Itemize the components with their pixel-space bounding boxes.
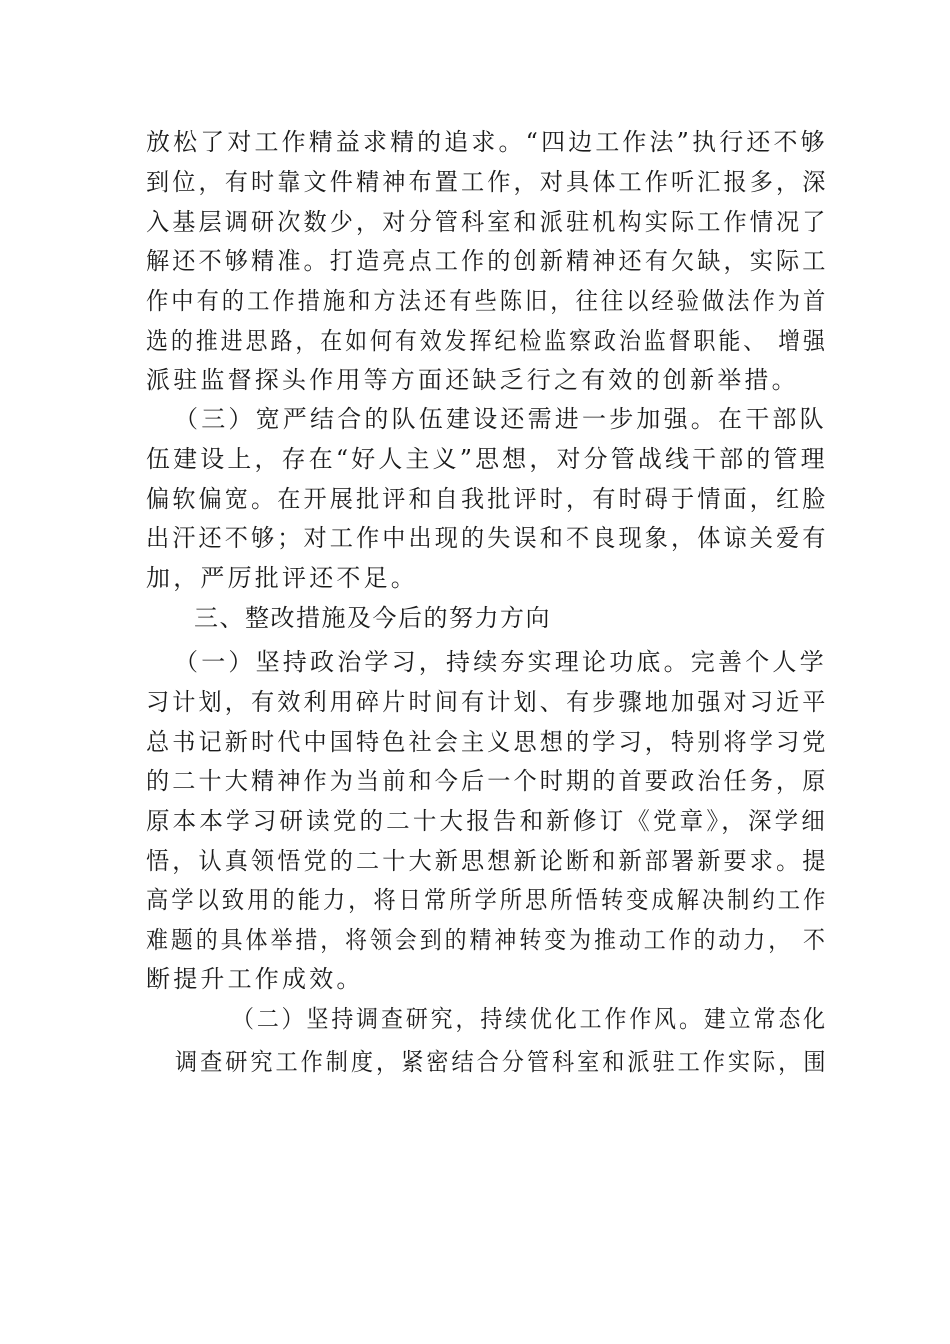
- section-three-paragraph: （三）宽严结合的队伍建设还需进一步加强。在干部队: [174, 405, 827, 433]
- text-line: 入基层调研次数少，对分管科室和派驻机构实际工作情况了: [146, 208, 829, 236]
- text-line: 作中有的工作措施和方法还有些陈旧，往往以经验做法作为首: [146, 287, 829, 315]
- text-line: 伍建设上，存在“好人主义”思想，对分管战线干部的管理: [146, 445, 828, 473]
- section-heading: 三、整改措施及今后的努力方向: [194, 604, 551, 632]
- text-line: 加，严厉批评还不足。: [146, 564, 418, 592]
- text-line: 高学以致用的能力，将日常所学所思所悟转变成解决制约工作: [146, 886, 829, 914]
- text-line: 到位，有时靠文件精神布置工作，对具体工作听汇报多，深: [146, 168, 829, 196]
- text-line: 悟，认真领悟党的二十大新思想新论断和新部署新要求。提: [146, 847, 829, 875]
- text-line: 解还不够精准。打造亮点工作的创新精神还有欠缺，实际工: [146, 247, 829, 275]
- text-line: 原本本学习研读党的二十大报告和新修订《党章》，深学细: [146, 807, 828, 835]
- text-line: 断提升工作成效。: [146, 965, 364, 993]
- text-line: 放松了对工作精益求精的追求。“四边工作法”执行还不够: [146, 128, 828, 156]
- text-line: 习计划，有效利用碎片时间有计划、有步骤地加强对习近平: [146, 688, 829, 716]
- text-line: 出汗还不够；对工作中出现的失误和不良现象，体谅关爱有: [146, 524, 829, 552]
- text-line: 难题的具体举措，将领会到的精神转变为推动工作的动力， 不: [146, 926, 828, 954]
- text-line: 的二十大精神作为当前和今后一个时期的首要政治任务，原: [146, 767, 829, 795]
- text-line: 调查研究工作制度，紧密结合分管科室和派驻工作实际，围: [175, 1048, 829, 1076]
- text-line: 派驻监督探头作用等方面还缺乏行之有效的创新举措。: [146, 366, 799, 394]
- text-line: 总书记新时代中国特色社会主义思想的学习，特别将学习党: [146, 728, 829, 756]
- text-line: 偏软偏宽。在开展批评和自我批评时，有时碍于情面，红脸: [146, 485, 829, 513]
- text-line: 选的推进思路，在如何有效发挥纪检监察政治监督职能、 增强: [146, 327, 828, 355]
- section-one-paragraph: （一）坚持政治学习，持续夯实理论功底。完善个人学: [174, 648, 827, 676]
- section-two-paragraph: （二）坚持调查研究，持续优化工作作风。建立常态化: [232, 1005, 829, 1033]
